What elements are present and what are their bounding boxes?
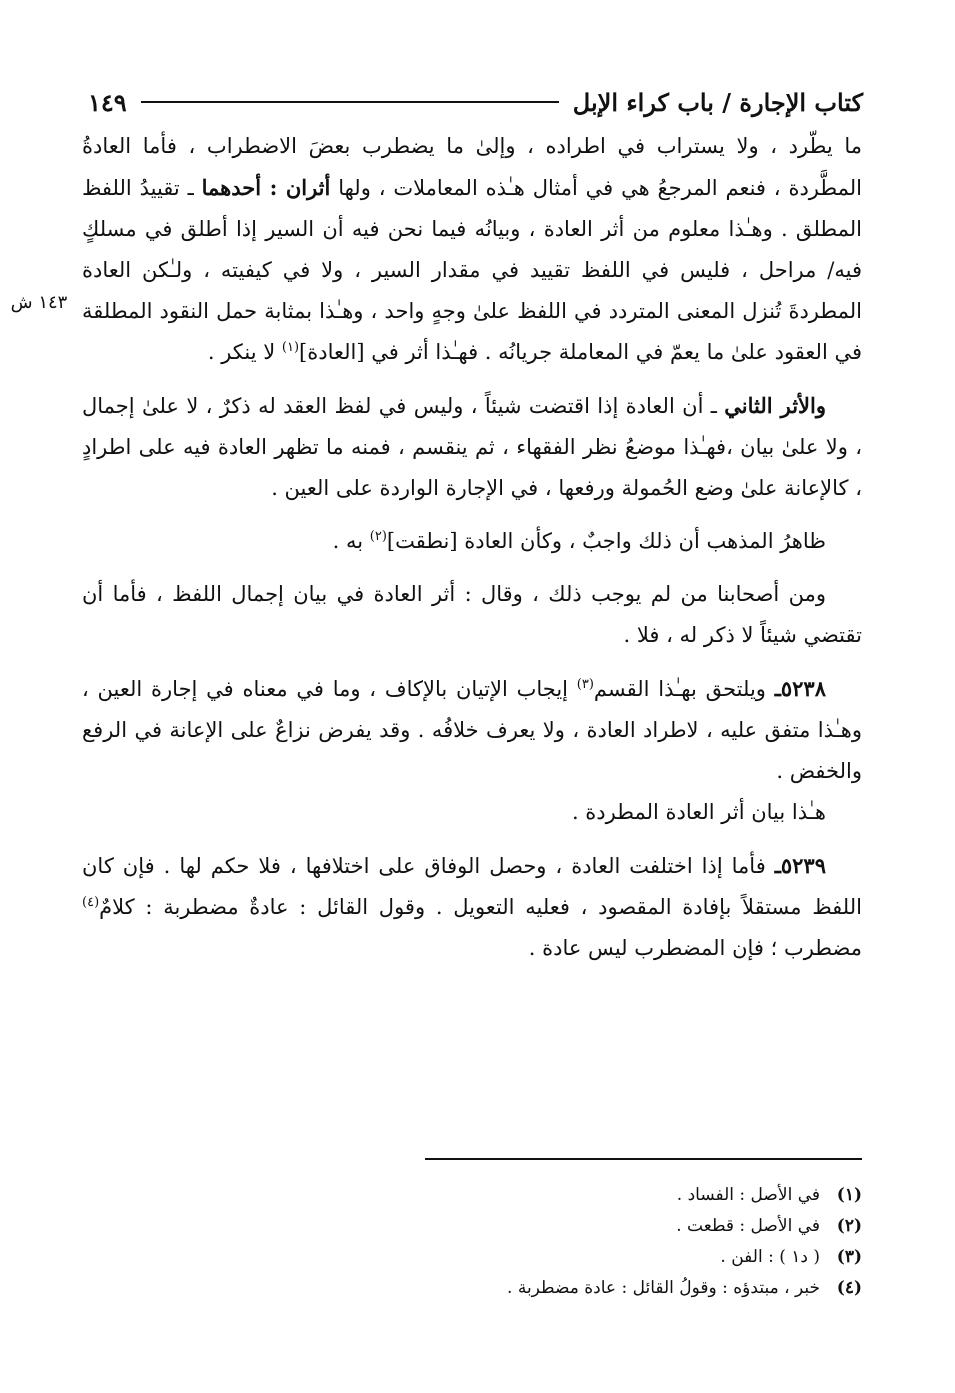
footnote-text: ( د١ ) : الفن . [720, 1247, 820, 1267]
paragraph-1-text: ما يطّرد ، ولا يستراب في اطراده ، وإلىٰ ما يضطرب بعضَ الاضطراب ، فأما العادةُ المطَّردة ، فنعم المرجعُ هي في أمثال هـٰذه المعاملات ، ولها [82, 134, 862, 200]
section-number-5239: ٥٢٣٩ـ [774, 853, 826, 878]
margin-note: ١٤٣ ش [10, 292, 68, 313]
running-header [88, 82, 863, 122]
paragraph-3-text-b: به . [332, 529, 370, 553]
footnote-text: في الأصل : الفساد . [676, 1185, 820, 1205]
footnote-number: (٤) [836, 1278, 862, 1298]
footnote-item [300, 1211, 862, 1242]
footnote-item [300, 1180, 862, 1211]
footnote-divider [425, 1158, 862, 1160]
paragraph-7-text: فأما إذا اختلفت العادة ، وحصل الوفاق على اختلافها ، فلا حكم لها . فإن كان اللفظ مستقلاً بإفادة المقصود ، فعليه التعويل . وقول القائل : عادةٌ مضطربة : كلامٌ [82, 854, 862, 919]
paragraph-1-bold: أثران : أحدهما [201, 175, 331, 200]
paragraph-5-text-b: إيجاب الإتيان بالإكاف ، وما في معناه في إجارة العين ، وهـٰذا متفق عليه ، لاطراد العادة ، ولا يعرف خلافُه . وقد يفرض نزاعٌ على الإعانة في الرفع والخفض . [82, 677, 862, 783]
footnote-ref-4: (٤) [82, 895, 100, 910]
paragraph-1 [82, 126, 862, 373]
footnote-number: (٣) [836, 1247, 862, 1267]
paragraph-4-text: ومن أصحابنا من لم يوجب ذلك ، وقال : أثر العادة في بيان إجمال اللفظ ، فأما أن تقتضي شيئاً لا ذكر له ، فلا . [82, 582, 862, 647]
paragraph-2-bold: والأثر الثاني [724, 393, 826, 418]
paragraph-6-text: هـٰذا بيان أثر العادة المطردة . [571, 800, 826, 824]
paragraph-7-text-b: مضطرب ؛ فإن المضطرب ليس عادة . [528, 936, 862, 960]
footnote-ref-1: (١) [281, 340, 300, 355]
footnote-item [300, 1273, 862, 1304]
footnotes [300, 1180, 862, 1304]
footnote-text: في الأصل : قطعت . [676, 1216, 820, 1236]
footnote-ref-2: (٢) [369, 529, 387, 544]
footnote-number: (١) [836, 1185, 862, 1205]
footnote-ref-3: (٣) [576, 677, 594, 692]
footnote-item [300, 1242, 862, 1273]
paragraph-1-text-c: لا ينكر . [207, 340, 282, 364]
paragraph-2-text: ـ أن العادة إذا اقتضت شيئاً ، وليس في لفظ العقد له ذكرٌ ، لا علىٰ إجمال ، ولا علىٰ بيان ،فهـٰذا موضعُ نظر الفقهاء ، ثم ينقسم ، فمنه ما تظهر العادة فيه على اطرادٍ ، كالإعانة علىٰ وضع الحُمولة ورفعها ، في الإجارة الواردة على العين . [82, 394, 862, 500]
header-rule [141, 101, 559, 103]
section-number-5238: ٥٢٣٨ـ [774, 676, 826, 701]
footnote-number: (٢) [836, 1216, 862, 1236]
paragraph-2 [82, 385, 862, 509]
page-number: ١٤٩ [88, 87, 127, 117]
header-title: كتاب الإجارة / باب كراء الإبل [572, 87, 863, 117]
paragraph-3-text: ظاهرُ المذهب أن ذلك واجبٌ ، وكأن العادة [نطقت] [386, 529, 826, 553]
paragraph-5 [82, 668, 862, 792]
paragraph-4 [82, 574, 862, 656]
paragraph-7 [82, 845, 862, 969]
main-text [82, 126, 862, 969]
paragraph-5-text: ويلتحق بهـٰذا القسم [593, 677, 775, 701]
paragraph-6 [82, 792, 862, 833]
paragraph-3 [82, 521, 862, 562]
footnote-text: خبر ، مبتدؤه : وقولُ القائل : عادة مضطربة . [507, 1278, 820, 1298]
paragraph-1-text-b: ـ تقييدُ اللفظ المطلق . وهـٰذا معلوم من أثر العادة ، وبيانُه فيما نحن فيه أن السير إذا أطلق في مسلكٍ فيه/ مراحل ، فليس في اللفظ تقييد في مقدار السير ، ولا في كيفيته ، ولـٰكن العادة المطردةَ تُنزل المعنى المتردد في اللفظ علىٰ وجهٍ واحد ، وهـٰذا بمثابة حمل النقود المطلقة في العقود علىٰ ما يعمّ في المعاملة جريانُه . فهـٰذا أثر في [العادة] [82, 176, 862, 364]
